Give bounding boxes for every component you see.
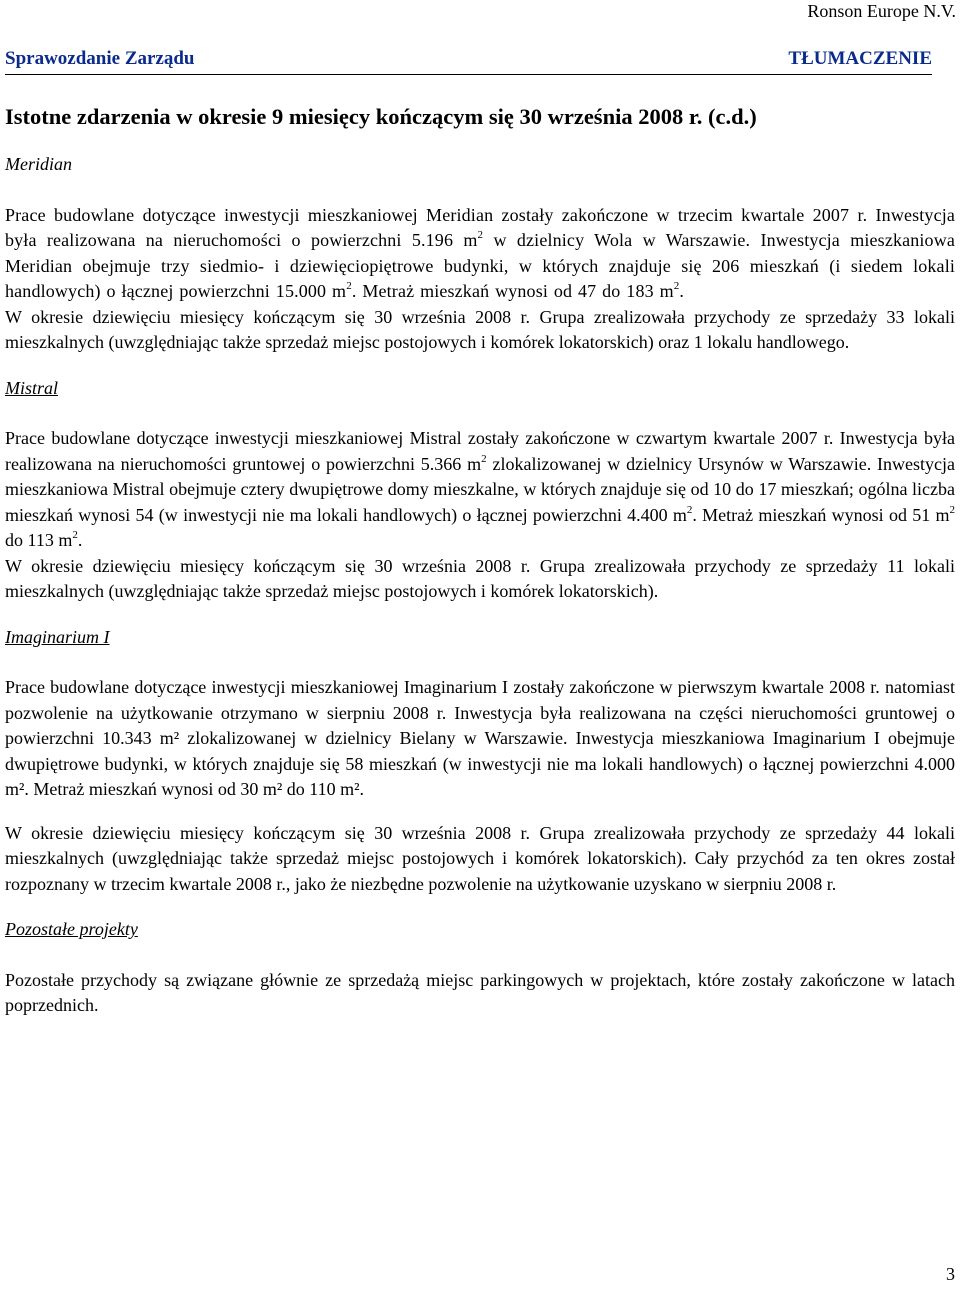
section-heading-mistral: Mistral <box>5 377 59 398</box>
company-name: Ronson Europe N.V. <box>807 1 956 21</box>
page-header <box>5 46 932 74</box>
section-heading-meridian: Meridian <box>5 154 72 174</box>
header-right-label: TŁUMACZENIE <box>788 48 932 69</box>
imaginarium-paragraph-1: Prace budowlane dotyczące inwestycji mieszkaniowej Imaginarium I zostały zakończone w pierwszym kwartale 2008 r. natomiast pozwolenie na użytkowanie otrzymano w sierpniu 2008 r. Inwestycja była realizowana na części nieruchomości gruntowej o powierzchni 10.343 m² zlokalizowanej w dzielnicy Bielany w Warszawie. Inwestycja mieszkaniowa Imaginarium I obejmuje dwupiętrowe budynki, w których znajduje się 58 mieszkań (w inwestycji nie ma lokali handlowych) o łącznej powierzchni 4.000 m². Metraż mieszkań wynosi od 30 m² do 110 m². <box>5 677 955 799</box>
header-rule <box>5 74 932 75</box>
mistral-paragraph-1: Prace budowlane dotyczące inwestycji mieszkaniowej Mistral zostały zakończone w czwartym kwartale 2007 r. Inwestycja była realizowana na nieruchomości gruntowej o powierzchni 5.366 $m^2$ zlokalizowanej w dzielnicy Ursynów w Warszawie. Inwestycja mieszkaniowa Mistral obejmuje cztery dwupiętrowe domy mieszkalne, w których znajduje się od 10 do 17 mieszkań; ogólna liczba mieszkań wynosi 54 (w inwestycji nie ma lokali handlowych) o łącznej powierzchni 4.400 $m^2$. Metraż mieszkań wynosi od 51 $m^2$ do 113 $m^2$. <box>5 428 956 550</box>
meridian-paragraph-1: Prace budowlane dotyczące inwestycji mieszkaniowej Meridian zostały zakończone w trzecim kwartale 2007 r. Inwestycja była realizowana na nieruchomości o powierzchni 5.196 $m^2$ w dzielnicy Wola w Warszawie. Inwestycja mieszkaniowa Meridian obejmuje trzy siedmio- i dziewięciopiętrowe budynki, w których znajduje się 206 mieszkań (i siedem lokali handlowych) o łącznej powierzchni 15.000 $m^2$. Metraż mieszkań wynosi od 47 do 183 $m^2$. <box>5 204 955 301</box>
section-heading-other-projects: Pozostałe projekty <box>5 919 138 939</box>
section-heading-imaginarium: Imaginarium I <box>5 626 110 647</box>
header-left-label: Sprawozdanie Zarządu <box>5 48 195 69</box>
document-body <box>5 152 955 1019</box>
page-title: Istotne zdarzenia w okresie 9 miesięcy kończącym się 30 września 2008 r. (c.d.) <box>5 104 757 129</box>
mistral-paragraph-2: W okresie dziewięciu miesięcy kończącym się 30 września 2008 r. Grupa zrealizowała przychody ze sprzedaży 11 lokali mieszkalnych (uwzględniając także sprzedaż miejsc postojowych i komórek lokatorskich). <box>5 555 955 601</box>
imaginarium-paragraph-2: W okresie dziewięciu miesięcy kończącym się 30 września 2008 r. Grupa zrealizowała przychody ze sprzedaży 44 lokali mieszkalnych (uwzględniając także sprzedaż miejsc postojowych i komórek lokatorskich). Cały przychód za ten okres został rozpoznany w trzecim kwartale 2008 r., jako że niezbędne pozwolenie na użytkowanie uzyskano w sierpniu 2008 r. <box>5 822 955 894</box>
meridian-paragraph-2: W okresie dziewięciu miesięcy kończącym się 30 września 2008 r. Grupa zrealizowała przychody ze sprzedaży 33 lokali mieszkalnych (uwzględniając także sprzedaż miejsc postojowych i komórek lokatorskich) oraz 1 lokalu handlowego. <box>5 306 955 352</box>
other-projects-paragraph: Pozostałe przychody są związane głównie ze sprzedażą miejsc parkingowych w projektach, które zostały zakończone w latach poprzednich. <box>5 969 955 1015</box>
page-number: 3 <box>946 1264 955 1284</box>
